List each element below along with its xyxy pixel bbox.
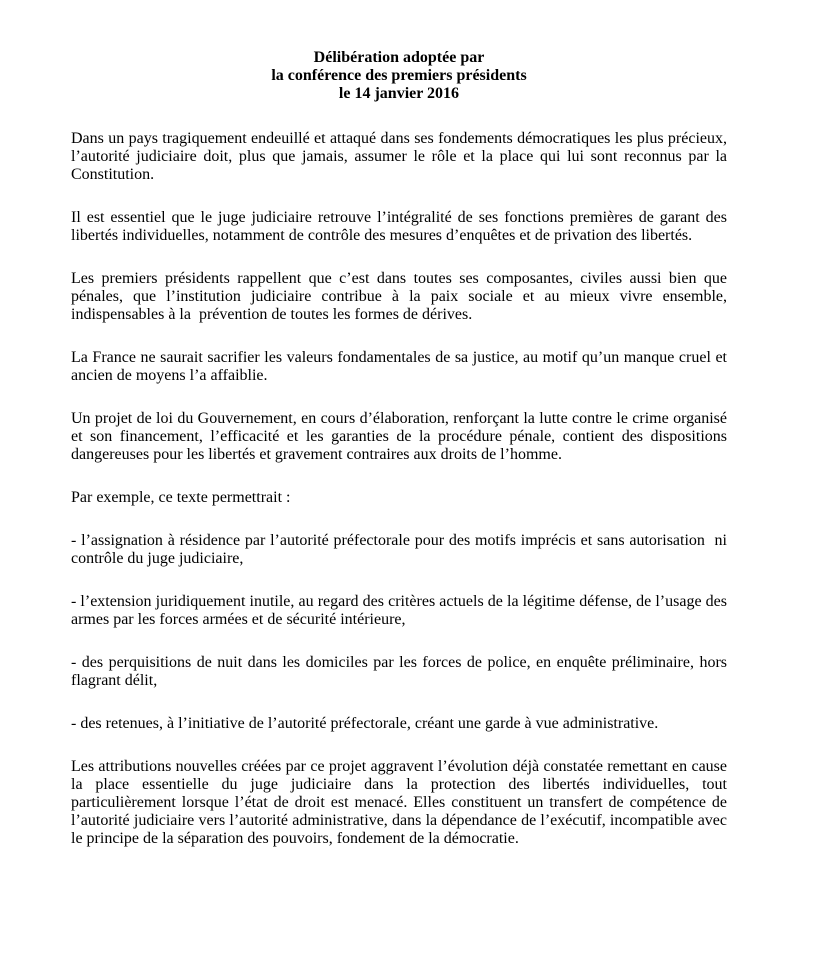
paragraph-conclusion: Les attributions nouvelles créées par ce projet aggravent l’évolution déjà constatée remettant en cause la place essentielle du juge judiciaire dans la protection des libertés individuelles, tout particulièrement lorsque l’état de droit est menacé. Elles constituent un transfert de compétence de l’autorité judiciaire vers l’autorité administrative, dans la dépendance de l’exécutif, incompatible avec le principe de la séparation des pouvoirs, fondement de la démocratie. bbox=[71, 758, 727, 847]
paragraph-france-justice: La France ne saurait sacrifier les valeurs fondamentales de sa justice, au motif qu’un manque cruel et ancien de moyens l’a affaiblie. bbox=[71, 349, 727, 384]
list-item-extension: - l’extension juridiquement inutile, au regard des critères actuels de la légitime défense, de l’usage des armes par les forces armées et de sécurité intérieure, bbox=[71, 593, 727, 628]
list-item-perquisitions: - des perquisitions de nuit dans les domiciles par les forces de police, en enquête préliminaire, hors flagrant délit, bbox=[71, 654, 727, 689]
title-line-1: Délibération adoptée par bbox=[313, 49, 485, 66]
paragraph-role-juge: Il est essentiel que le juge judiciaire retrouve l’intégralité de ses fonctions premières de garant des libertés individuelles, notamment de contrôle des mesures d’enquêtes et de privation des libertés. bbox=[71, 209, 727, 244]
paragraph-intro: Dans un pays tragiquement endeuillé et attaqué dans ses fondements démocratiques les plus précieux, l’autorité judiciaire doit, plus que jamais, assumer le rôle et la place qui lui sont reconnus par la Constitution. bbox=[71, 130, 727, 183]
title-line-3: le 14 janvier 2016 bbox=[338, 85, 460, 102]
paragraph-premiers-presidents: Les premiers présidents rappellent que c’est dans toutes ses composantes, civiles aussi bien que pénales, que l’institution judiciaire contribue à la paix sociale et au mieux vivre ensemble, indispensables à la prévention de toutes les formes de dérives. bbox=[71, 270, 727, 323]
list-item-retenues: - des retenues, à l’initiative de l’autorité préfectorale, créant une garde à vue administrative. bbox=[71, 715, 659, 732]
document-title bbox=[71, 49, 727, 103]
paragraph-par-exemple: Par exemple, ce texte permettrait : bbox=[71, 489, 291, 506]
list-item-assignation: - l’assignation à résidence par l’autorité préfectorale pour des motifs imprécis et sans autorisation ni contrôle du juge judiciaire, bbox=[71, 532, 727, 567]
paragraph-projet-de-loi: Un projet de loi du Gouvernement, en cours d’élaboration, renforçant la lutte contre le crime organisé et son financement, l’efficacité et les garanties de la procédure pénale, contient des dispositions dangereuses pour les libertés et gravement contraires aux droits de l’homme. bbox=[71, 410, 727, 463]
title-line-2: la conférence des premiers présidents bbox=[271, 67, 527, 84]
